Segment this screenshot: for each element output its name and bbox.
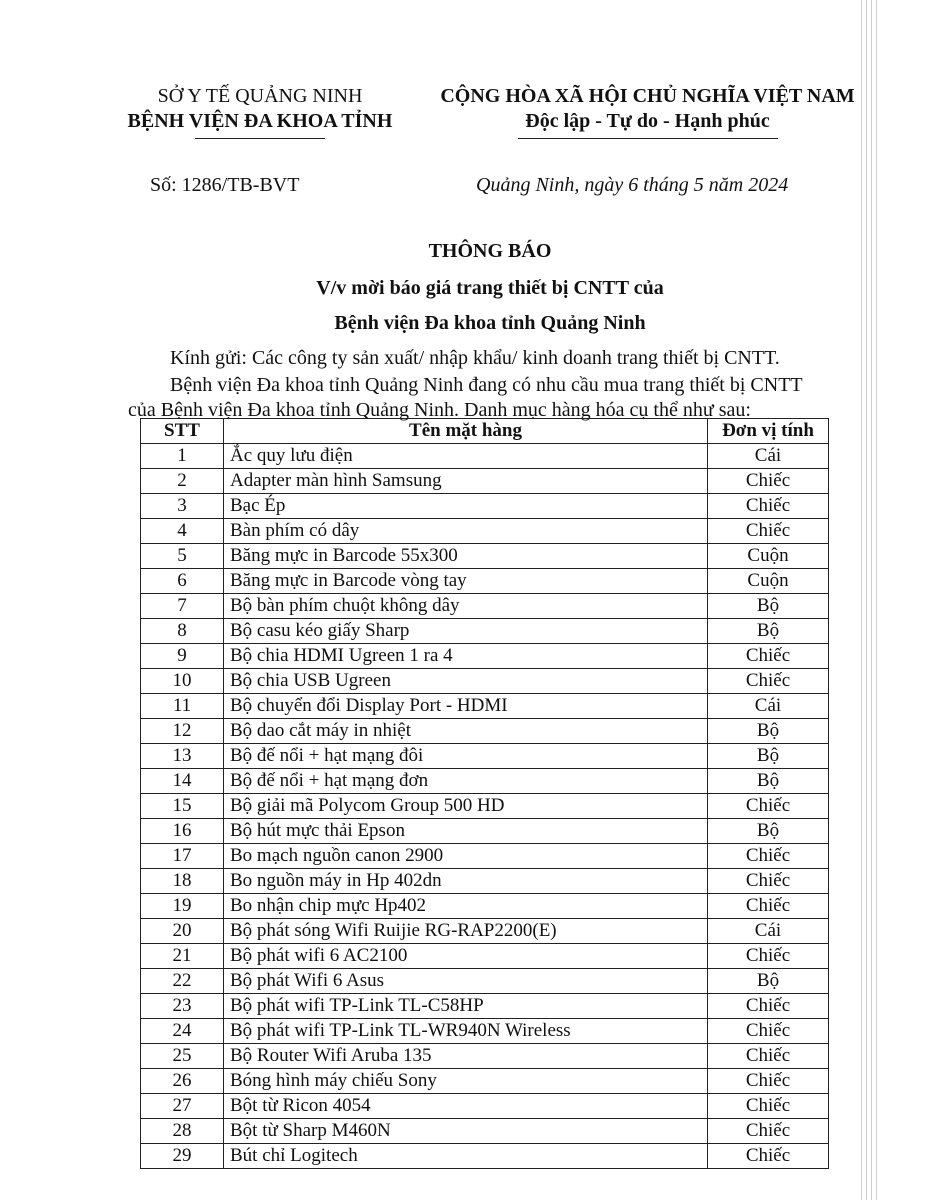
column-header-stt: STT bbox=[141, 419, 224, 444]
row-stt: 26 bbox=[141, 1069, 224, 1094]
row-unit: Cái bbox=[708, 694, 829, 719]
row-unit: Chiếc bbox=[708, 794, 829, 819]
page-edge-lines bbox=[861, 0, 891, 1200]
row-unit: Cái bbox=[708, 919, 829, 944]
row-unit: Bộ bbox=[708, 969, 829, 994]
document-date: Quảng Ninh, ngày 6 tháng 5 năm 2024 bbox=[476, 174, 789, 196]
row-stt: 4 bbox=[141, 519, 224, 544]
nation-name: CỘNG HÒA XÃ HỘI CHỦ NGHĨA VIỆT NAM bbox=[440, 85, 855, 107]
row-item-name: Bộ đế nổi + hạt mạng đơn bbox=[224, 769, 708, 794]
row-stt: 17 bbox=[141, 844, 224, 869]
row-unit: Chiếc bbox=[708, 1019, 829, 1044]
row-unit: Cuộn bbox=[708, 544, 829, 569]
row-item-name: Bột từ Ricon 4054 bbox=[224, 1094, 708, 1119]
row-item-name: Bộ giải mã Polycom Group 500 HD bbox=[224, 794, 708, 819]
table-row bbox=[141, 1044, 829, 1069]
row-item-name: Bộ đế nổi + hạt mạng đôi bbox=[224, 744, 708, 769]
row-stt: 21 bbox=[141, 944, 224, 969]
row-item-name: Adapter màn hình Samsung bbox=[224, 469, 708, 494]
row-stt: 8 bbox=[141, 619, 224, 644]
table-row bbox=[141, 919, 829, 944]
row-item-name: Bộ casu kéo giấy Sharp bbox=[224, 619, 708, 644]
greeting-line: Kính gửi: Các công ty sản xuất/ nhập khẩu/ kinh doanh trang thiết bị CNTT. bbox=[170, 347, 780, 369]
row-unit: Chiếc bbox=[708, 1144, 829, 1169]
row-stt: 2 bbox=[141, 469, 224, 494]
row-item-name: Bột từ Sharp M460N bbox=[224, 1119, 708, 1144]
row-stt: 16 bbox=[141, 819, 224, 844]
table-row bbox=[141, 869, 829, 894]
column-header-unit: Đơn vị tính bbox=[708, 419, 829, 444]
row-unit: Bộ bbox=[708, 819, 829, 844]
document-number: Số: 1286/TB-BVT bbox=[150, 174, 300, 196]
row-unit: Chiếc bbox=[708, 1069, 829, 1094]
table-row bbox=[141, 619, 829, 644]
row-unit: Chiếc bbox=[708, 844, 829, 869]
row-item-name: Bóng hình máy chiếu Sony bbox=[224, 1069, 708, 1094]
body-paragraph: Bệnh viện Đa khoa tỉnh Quảng Ninh đang có nhu cầu mua trang thiết bị CNTT bbox=[170, 374, 803, 396]
table-row bbox=[141, 1019, 829, 1044]
row-stt: 1 bbox=[141, 444, 224, 469]
table-row bbox=[141, 944, 829, 969]
row-item-name: Bút chỉ Logitech bbox=[224, 1144, 708, 1169]
table-row bbox=[141, 844, 829, 869]
table-row bbox=[141, 594, 829, 619]
row-item-name: Bộ phát sóng Wifi Ruijie RG-RAP2200(E) bbox=[224, 919, 708, 944]
table-row bbox=[141, 819, 829, 844]
row-stt: 25 bbox=[141, 1044, 224, 1069]
table-header-row bbox=[141, 419, 829, 444]
row-item-name: Bộ chia HDMI Ugreen 1 ra 4 bbox=[224, 644, 708, 669]
row-item-name: Bộ phát wifi TP-Link TL-C58HP bbox=[224, 994, 708, 1019]
table-row bbox=[141, 644, 829, 669]
goods-table bbox=[140, 418, 829, 1169]
row-stt: 20 bbox=[141, 919, 224, 944]
table-row bbox=[141, 794, 829, 819]
row-stt: 9 bbox=[141, 644, 224, 669]
row-stt: 27 bbox=[141, 1094, 224, 1119]
row-unit: Chiếc bbox=[708, 519, 829, 544]
row-item-name: Bo mạch nguồn canon 2900 bbox=[224, 844, 708, 869]
row-unit: Chiếc bbox=[708, 669, 829, 694]
row-item-name: Bộ chia USB Ugreen bbox=[224, 669, 708, 694]
row-stt: 10 bbox=[141, 669, 224, 694]
table-row bbox=[141, 744, 829, 769]
national-motto: Độc lập - Tự do - Hạnh phúc bbox=[525, 110, 770, 132]
body-paragraph-continued: của Bệnh viện Đa khoa tỉnh Quảng Ninh. Danh mục hàng hóa cụ thể như sau: bbox=[128, 399, 751, 421]
table-row bbox=[141, 719, 829, 744]
national-header bbox=[415, 84, 880, 139]
table-row bbox=[141, 444, 829, 469]
row-unit: Chiếc bbox=[708, 944, 829, 969]
motto-underline bbox=[518, 138, 778, 139]
table-row bbox=[141, 1094, 829, 1119]
document-title: THÔNG BÁO bbox=[428, 240, 552, 262]
row-stt: 14 bbox=[141, 769, 224, 794]
document-subtitle-2: Bệnh viện Đa khoa tỉnh Quảng Ninh bbox=[334, 312, 646, 334]
row-item-name: Bộ Router Wifi Aruba 135 bbox=[224, 1044, 708, 1069]
row-unit: Cái bbox=[708, 444, 829, 469]
row-stt: 13 bbox=[141, 744, 224, 769]
department-name: SỞ Y TẾ QUẢNG NINH bbox=[157, 85, 363, 107]
row-unit: Chiếc bbox=[708, 1094, 829, 1119]
row-stt: 11 bbox=[141, 694, 224, 719]
row-item-name: Bạc Ép bbox=[224, 494, 708, 519]
row-stt: 23 bbox=[141, 994, 224, 1019]
table-row bbox=[141, 544, 829, 569]
row-unit: Chiếc bbox=[708, 1044, 829, 1069]
table-row bbox=[141, 969, 829, 994]
table-row bbox=[141, 1069, 829, 1094]
row-stt: 5 bbox=[141, 544, 224, 569]
row-unit: Chiếc bbox=[708, 869, 829, 894]
row-item-name: Bộ phát Wifi 6 Asus bbox=[224, 969, 708, 994]
row-unit: Chiếc bbox=[708, 469, 829, 494]
row-unit: Chiếc bbox=[708, 1119, 829, 1144]
column-header-item-name: Tên mặt hàng bbox=[224, 419, 708, 444]
issuer-header bbox=[100, 84, 420, 139]
row-unit: Bộ bbox=[708, 719, 829, 744]
row-item-name: Bo nguồn máy in Hp 402dn bbox=[224, 869, 708, 894]
row-stt: 19 bbox=[141, 894, 224, 919]
row-stt: 7 bbox=[141, 594, 224, 619]
row-item-name: Bộ bàn phím chuột không dây bbox=[224, 594, 708, 619]
row-item-name: Bộ dao cắt máy in nhiệt bbox=[224, 719, 708, 744]
table-row bbox=[141, 569, 829, 594]
goods-table-body bbox=[141, 444, 829, 1169]
row-item-name: Băng mực in Barcode 55x300 bbox=[224, 544, 708, 569]
row-stt: 6 bbox=[141, 569, 224, 594]
row-unit: Cuộn bbox=[708, 569, 829, 594]
row-unit: Bộ bbox=[708, 619, 829, 644]
row-unit: Chiếc bbox=[708, 994, 829, 1019]
table-row bbox=[141, 519, 829, 544]
table-row bbox=[141, 994, 829, 1019]
row-item-name: Bo nhận chip mực Hp402 bbox=[224, 894, 708, 919]
row-unit: Bộ bbox=[708, 744, 829, 769]
row-unit: Chiếc bbox=[708, 494, 829, 519]
row-unit: Bộ bbox=[708, 594, 829, 619]
row-item-name: Bộ hút mực thải Epson bbox=[224, 819, 708, 844]
table-row bbox=[141, 769, 829, 794]
table-row bbox=[141, 669, 829, 694]
row-stt: 22 bbox=[141, 969, 224, 994]
row-stt: 3 bbox=[141, 494, 224, 519]
row-stt: 15 bbox=[141, 794, 224, 819]
row-item-name: Bộ phát wifi TP-Link TL-WR940N Wireless bbox=[224, 1019, 708, 1044]
row-stt: 12 bbox=[141, 719, 224, 744]
row-item-name: Bộ chuyển đổi Display Port - HDMI bbox=[224, 694, 708, 719]
table-row bbox=[141, 694, 829, 719]
organization-name: BỆNH VIỆN ĐA KHOA TỈNH bbox=[127, 110, 393, 132]
table-row bbox=[141, 1144, 829, 1169]
row-item-name: Bộ phát wifi 6 AC2100 bbox=[224, 944, 708, 969]
row-unit: Bộ bbox=[708, 769, 829, 794]
row-item-name: Ắc quy lưu điện bbox=[224, 444, 708, 469]
header-underline bbox=[195, 138, 325, 139]
row-unit: Chiếc bbox=[708, 894, 829, 919]
table-row bbox=[141, 894, 829, 919]
table-row bbox=[141, 494, 829, 519]
row-stt: 28 bbox=[141, 1119, 224, 1144]
row-stt: 18 bbox=[141, 869, 224, 894]
document-subtitle: V/v mời báo giá trang thiết bị CNTT của bbox=[316, 277, 664, 299]
row-item-name: Băng mực in Barcode vòng tay bbox=[224, 569, 708, 594]
table-row bbox=[141, 469, 829, 494]
row-stt: 29 bbox=[141, 1144, 224, 1169]
row-unit: Chiếc bbox=[708, 644, 829, 669]
row-item-name: Bàn phím có dây bbox=[224, 519, 708, 544]
table-row bbox=[141, 1119, 829, 1144]
row-stt: 24 bbox=[141, 1019, 224, 1044]
